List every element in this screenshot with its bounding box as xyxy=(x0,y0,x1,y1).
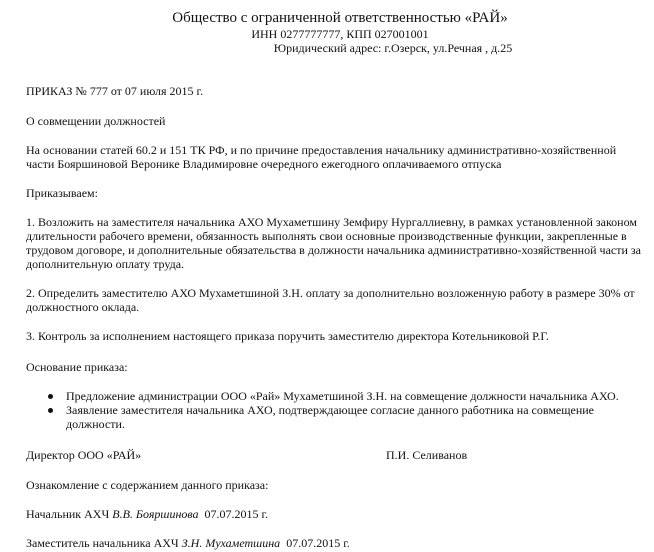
order-item-1 xyxy=(26,215,641,271)
bullet-icon xyxy=(48,394,53,399)
acknowledgement-signature-1 xyxy=(26,507,636,521)
grounds-list xyxy=(46,389,626,431)
grounds-title: Основание приказа: xyxy=(26,360,128,374)
signature-2-name: З.Н. Мухаметшина xyxy=(181,536,281,550)
order-basis xyxy=(26,143,638,171)
grounds-item-row: должности. xyxy=(66,417,125,431)
acknowledgement-title: Ознакомление с содержанием данного приказа: xyxy=(26,478,269,492)
order-item-2-row: 2. Определить заместителю АХО Мухаметшиной З.Н. оплату за дополнительно возложенную работу в размере 30% от xyxy=(26,286,635,300)
signature-2-position: Заместитель начальника АХЧ xyxy=(26,536,179,550)
company-name: Общество с ограниченной ответственностью «РАЙ» xyxy=(172,10,508,26)
order-item-2 xyxy=(26,286,638,314)
signature-1-position: Начальник АХЧ xyxy=(26,507,110,521)
signature-1-date: 07.07.2015 г. xyxy=(204,507,269,521)
signature-1-name: В.В. Бояршинова xyxy=(112,507,199,521)
order-item-3: 3. Контроль за исполнением настоящего приказа поручить заместителю директора Котельниковой Р.Г. xyxy=(26,329,549,343)
company-address: Юридический адрес: г.Озерск, ул.Речная , д.25 xyxy=(273,41,513,55)
grounds-list-item xyxy=(46,403,626,431)
director-label: Директор ООО «РАЙ» xyxy=(26,448,142,462)
order-item-1-row: трудовом договоре, и дополнительные обязательства в должности начальника административно-хозяйственной части за xyxy=(26,243,641,257)
acknowledgement-signature-2 xyxy=(26,536,636,550)
grounds-list-item xyxy=(46,389,626,403)
order-subject: О совмещении должностей xyxy=(26,114,166,128)
grounds-item-row: Предложение администрации ООО «Рай» Мухаметшиной З.Н. на совмещение должности начальника АХО. xyxy=(66,389,619,403)
company-inn: ИНН 0277777777, КПП 027001001 xyxy=(251,27,429,41)
order-item-1-row: длительности рабочего времени, обязанность выполнять свои основные производственные функции, закрепленные в xyxy=(26,229,627,243)
bullet-icon xyxy=(48,408,53,413)
signature-2-date: 07.07.2015 г. xyxy=(286,536,350,550)
order-decree: Приказываем: xyxy=(26,186,98,200)
order-item-1-row: дополнительную оплату труда. xyxy=(26,257,185,271)
order-basis-row: части Бояршиновой Веронике Владимировне очередного ежегодного оплачиваемого отпуска xyxy=(26,157,502,171)
order-item-2-row: должностного оклада. xyxy=(26,300,140,314)
grounds-item-row: Заявление заместителя начальника АХО, подтверждающее согласие данного работника на совмещение xyxy=(66,403,594,417)
order-title: ПРИКАЗ № 777 от 07 июля 2015 г. xyxy=(26,84,204,98)
director-name: П.И. Селиванов xyxy=(386,448,468,462)
order-basis-row: На основании статей 60.2 и 151 ТК РФ, и по причине предоставления начальнику административно-хозяйственной xyxy=(26,143,617,157)
order-item-1-row: 1. Возложить на заместителя начальника АХО Мухаметшину Земфиру Нургаллиевну, в рамках установленной законом xyxy=(26,215,637,229)
